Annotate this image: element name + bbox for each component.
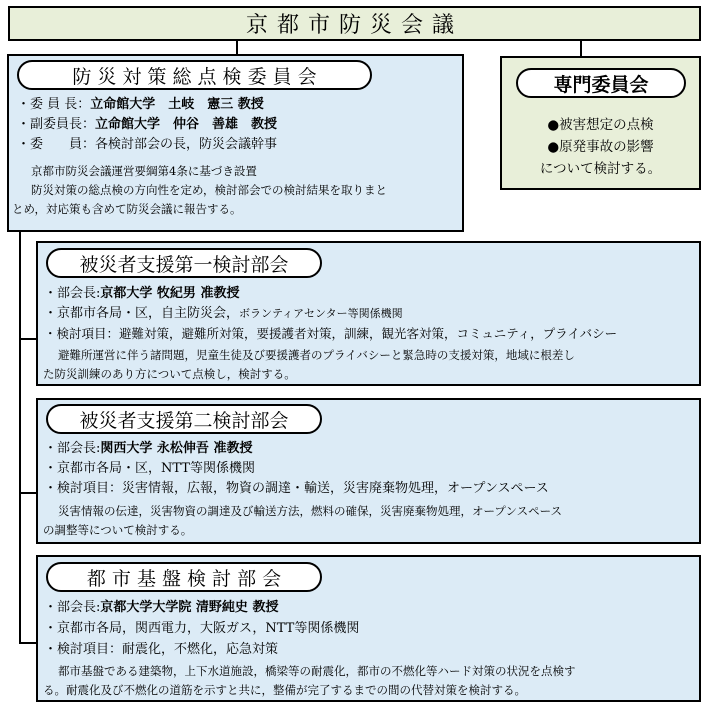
expert-item-3: について検討する。: [539, 161, 662, 177]
council-header: [8, 6, 701, 41]
members-text: 各検討部会の長，防災会議幹事: [95, 137, 278, 152]
subcommittee-2-chair: ・部会長:関西大学 永松伸吾 准教授: [44, 441, 253, 456]
expert-item-2: ●原発事故の影響: [547, 139, 654, 155]
members-row: ・委 員：各検討部会の長，防災会議幹事: [17, 137, 278, 152]
review-committee-box: [7, 54, 464, 232]
subcommittee-2-desc-2: の調整等について検討する。: [43, 523, 193, 537]
subcommittee-1-desc-1: 避難所運営に伴う諸問題，児童生徒及び要援護者のプライバシーと緊急時の支援対策，地域に根差し: [58, 348, 575, 362]
subcommittee-1-title: 被災者支援第一検討部会: [46, 248, 322, 278]
connector-vertical-trunk: [19, 230, 21, 644]
vice-chair-name: 立命館大学 仲谷 善雄 教授: [95, 117, 278, 132]
subcommittee-1-chair: ・部会長:京都大学 牧紀男 准教授: [44, 286, 240, 301]
connector-council-to-expert: [580, 41, 582, 57]
expert-item-1: ●被害想定の点検: [547, 117, 654, 133]
subcommittee-3-members: ・京都市各局，関西電力，大阪ガス，NTT等関係機関: [44, 621, 360, 636]
subcommittee-1-desc-2: た防災訓練のあり方について点検し，検討する。: [43, 367, 296, 381]
subcommittee-2-members: ・京都市各局・区，NTT等関係機関: [44, 461, 255, 476]
vice-chair-row: ・副委員長：立命館大学 仲谷 善雄 教授: [17, 117, 278, 132]
subcommittee-3-box: [36, 555, 701, 702]
chair-row: ・委 員 長：立命館大学 土岐 憲三 教授: [17, 97, 264, 112]
expert-committee-box: [500, 56, 701, 190]
expert-committee-items: [502, 114, 699, 180]
expert-committee-title: 専門委員会: [516, 68, 686, 98]
review-committee-title: 防 災 対 策 総 点 検 委 員 会: [17, 60, 372, 90]
connector-council-to-review: [236, 41, 238, 55]
subcommittee-1-box: [36, 241, 701, 386]
subcommittee-3-title: 都 市 基 盤 検 討 部 会: [46, 562, 322, 592]
subcommittee-3-items: ・検討項目：耐震化，不燃化，応急対策: [44, 642, 279, 657]
subcommittee-2-desc-1: 災害情報の伝達，災害物資の調達及び輸送方法，燃料の確保，災害廃棄物処理，オープンスペース: [58, 504, 563, 518]
subcommittee-2-items: ・検討項目：災害情報，広報，物資の調達・輸送，災害廃棄物処理，オープンスペース: [44, 481, 549, 496]
subcommittee-1-members: ・京都市各局・区，自主防災会，ボランティアセンター等関係機関: [44, 306, 403, 321]
subcommittee-3-desc-1: 都市基盤である建築物，上下水道施設，橋梁等の耐震化，都市の不燃化等ハード対策の状況を点検す: [58, 664, 576, 678]
subcommittee-2-title: 被災者支援第二検討部会: [46, 404, 322, 434]
council-title: 京都市防災会議: [245, 13, 463, 38]
review-desc-1: 京都市防災会議運営要綱第4条に基づき設置: [31, 164, 257, 178]
review-desc-2: 防災対策の総点検の方向性を定め，検討部会での検討結果を取りまと: [31, 183, 388, 197]
subcommittee-3-chair: ・部会長:京都大学大学院 清野純史 教授: [44, 600, 279, 615]
review-desc-3: とめ，対応策も含めて防災会議に報告する。: [12, 202, 242, 216]
subcommittee-2-box: [36, 398, 701, 544]
subcommittee-3-desc-2: る。耐震化及び不燃化の道筋を示すと共に，整備が完了するまでの間の代替対策を検討する。: [43, 683, 526, 697]
chair-name: 立命館大学 土岐 憲三 教授: [90, 97, 264, 112]
subcommittee-1-items: ・検討項目：避難対策，避難所対策，要援護者対策，訓練，観光客対策，コミュニティ，プライバシー: [44, 326, 618, 341]
